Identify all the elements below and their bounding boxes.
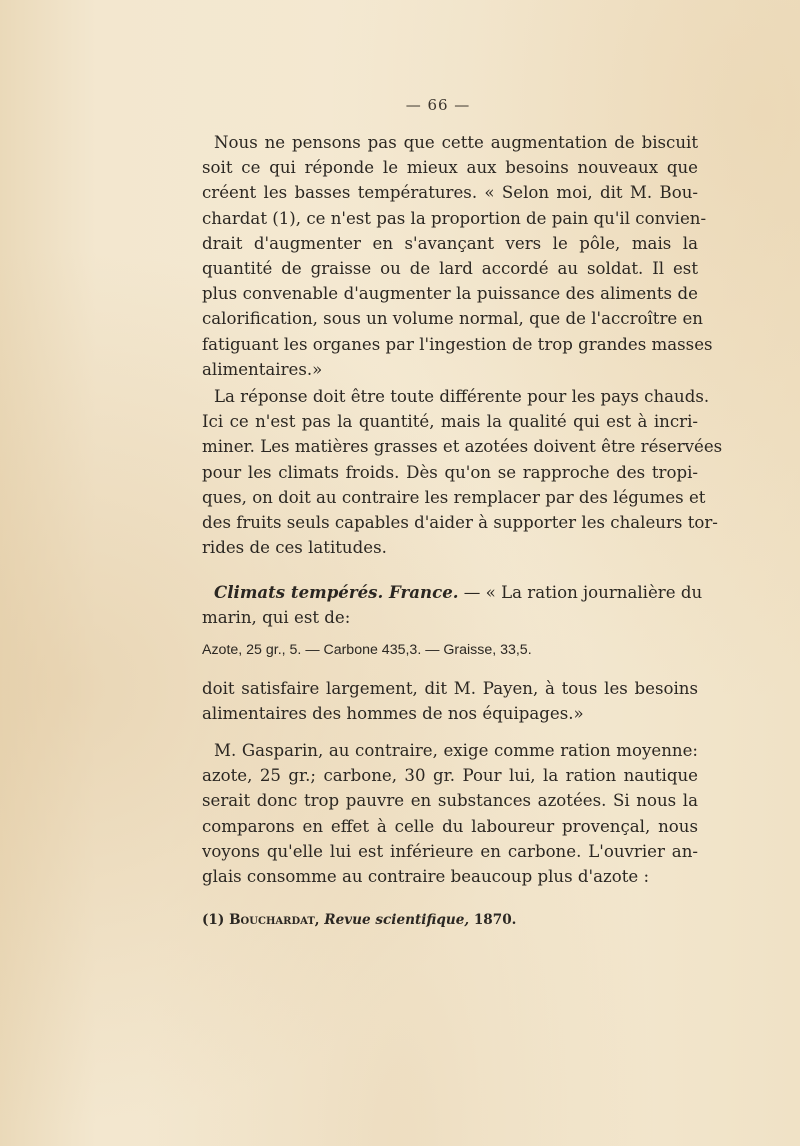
text-line: des fruits seuls capables d'aider à supporter les chaleurs tor-	[202, 513, 718, 533]
text-line: M. Gasparin, au contraire, exige comme ration moyenne:	[214, 741, 698, 760]
footnote-year: 1870.	[473, 912, 517, 928]
text-line: marin, qui est de:	[202, 608, 351, 628]
text-line: serait donc trop pauvre en substances azotées. Si nous la	[202, 791, 698, 811]
footnote-mark: (1)	[202, 912, 225, 928]
section-title: Climats tempérés. France.	[214, 582, 459, 602]
text-line: Nous ne pensons pas que cette augmentation de biscuit	[214, 133, 698, 152]
ration-formula: Azote, 25 gr., 5. — Carbone 435,3. — Graisse, 33,5.	[202, 642, 532, 658]
text-line: soit ce qui réponde le mieux aux besoins nouveaux que	[202, 158, 698, 178]
text-line: doit satisfaire largement, dit M. Payen, à tous les besoins	[202, 679, 698, 698]
text-line: miner. Les matières grasses et azotées doivent être réservées	[202, 437, 723, 457]
text-line: voyons qu'elle lui est inférieure en carbone. L'ouvrier an-	[202, 841, 698, 861]
text-line: La réponse doit être toute différente pour les pays chauds.	[214, 387, 710, 406]
section-intro: — « La ration journalière du	[458, 583, 703, 602]
paragraph-gasparin	[202, 738, 698, 889]
paragraph-payen	[202, 676, 698, 726]
text-line: quantité de graisse ou de lard accordé au soldat. Il est	[202, 259, 698, 279]
text-line: fatiguant les organes par l'ingestion de trop grandes masses	[202, 334, 713, 354]
text-line: chardat (1), ce n'est pas la proportion de pain qu'il convien-	[202, 208, 707, 228]
text-line: ques, on doit au contraire les remplacer par des légumes et	[202, 487, 706, 507]
text-line: azote, 25 gr.; carbone, 30 gr. Pour lui, la ration nautique	[202, 766, 698, 786]
text-line: plus convenable d'augmenter la puissance des aliments de	[202, 284, 698, 304]
text-line: alimentaires.»	[202, 359, 323, 379]
text-line: drait d'augmenter en s'avançant vers le pôle, mais la	[202, 233, 698, 253]
text-line: glais consomme au contraire beaucoup plus d'azote :	[202, 867, 650, 887]
footnote	[202, 912, 516, 928]
text-line: comparons en effet à celle du laboureur provençal, nous	[202, 816, 698, 836]
paragraph-biscuit	[202, 130, 713, 382]
text-line: créent les basses températures. « Selon moi, dit M. Bou-	[202, 183, 698, 203]
paragraph-temperate-climates	[202, 580, 703, 630]
text-line: Ici ce n'est pas la quantité, mais la qualité qui est à incri-	[202, 412, 698, 432]
page-number: — 66 —	[405, 96, 471, 114]
text-line: rides de ces latitudes.	[202, 538, 387, 558]
paragraph-hot-countries	[202, 384, 723, 560]
text-line	[202, 580, 703, 605]
footnote-journal: Revue scientifique,	[324, 912, 470, 928]
text-line: alimentaires des hommes de nos équipages.»	[202, 704, 584, 724]
footnote-author: Bouchardat,	[229, 912, 320, 928]
text-line: calorification, sous un volume normal, que de l'accroître en	[202, 309, 703, 329]
text-line: pour les climats froids. Dès qu'on se rapproche des tropi-	[202, 462, 698, 482]
